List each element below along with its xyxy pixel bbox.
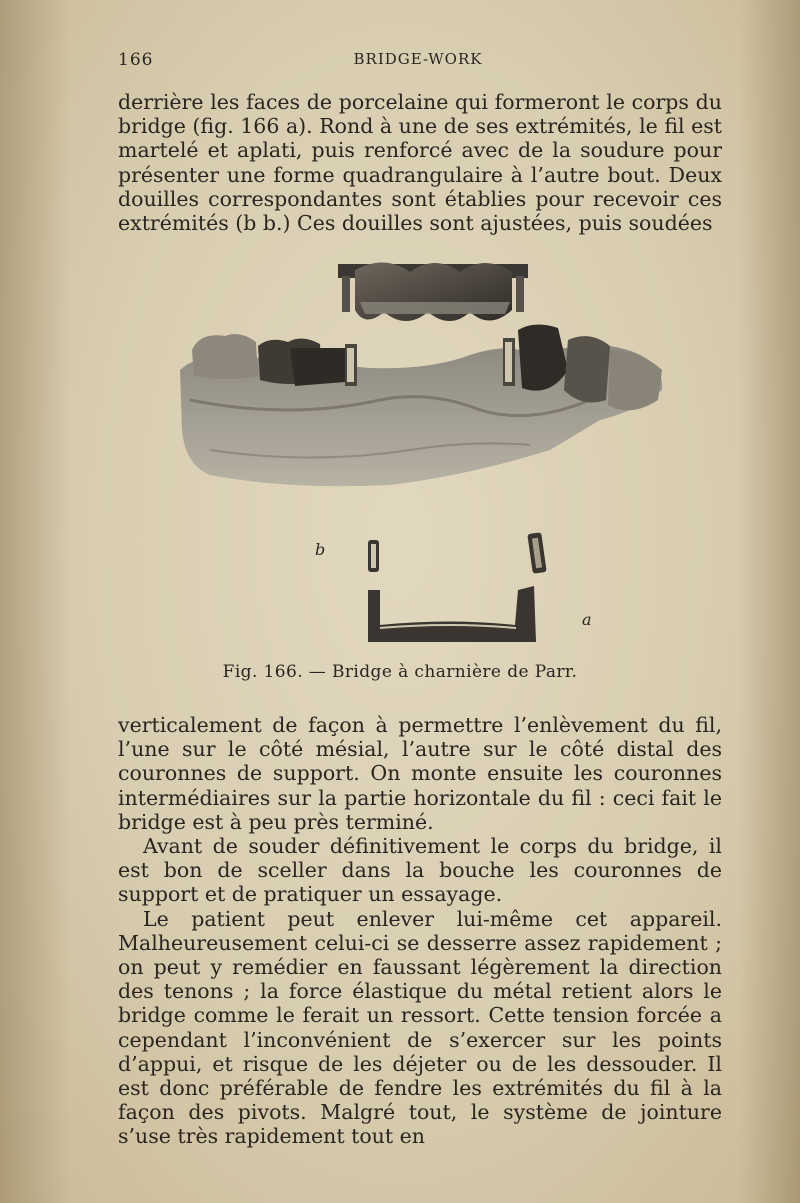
figure-label-b: b [315, 540, 326, 559]
figure-label-a: a [582, 610, 592, 629]
jaw-model [180, 324, 662, 486]
text-block-bottom [118, 713, 722, 1149]
page-number: 166 [118, 50, 154, 70]
page-shadow-right [740, 0, 800, 1203]
paragraph: verticalement de façon à permettre l’enlèvement du fil, l’une sur le côté mésial, l’autre sur le côté distal des couronnes de support. On monte ensuite les couronnes intermédiaires sur la partie horizontale du fil : ceci fait le bridge est à peu près terminé. [118, 713, 722, 834]
figure-caption: Fig. 166. — Bridge à charnière de Parr. [222, 662, 578, 682]
page-shadow-left [0, 0, 70, 1203]
wire-parts [368, 532, 547, 642]
paragraph: Avant de souder définitivement le corps du bridge, il est bon de sceller dans la bouche les couronnes de support et de pratiquer un essayage. [118, 834, 722, 907]
dental-bridge-illustration [170, 250, 680, 650]
text-block-top [118, 90, 722, 235]
bridge-body [338, 262, 528, 321]
paragraph: Le patient peut enlever lui-même cet appareil. Malheureusement celui-ci se desserre assez rapidement ; on peut y remédier en faussant légèrement la direction des tenons ; la force élastique du métal retient alors le bridge comme le ferait un ressort. Cette tension forcée a cependant l’inconvénient de s’exercer sur les points d’appui, et risque de les déjeter ou de les dessouder. Il est donc préférable de fendre les extrémités du fil à la façon des pivots. Malgré tout, le système de jointure s’use très rapidement tout en [118, 906, 722, 1149]
figure-166 [170, 250, 680, 650]
page-header [118, 50, 718, 74]
running-title: BRIDGE-WORK [353, 50, 483, 68]
paragraph: derrière les faces de porcelaine qui formeront le corps du bridge (fig. 166 a). Rond à une de ses extrémités, le fil est martelé et aplati, puis renforcé avec de la soudure pour présenter une forme quadrangulaire à l’autre bout. Deux douilles correspondantes sont établies pour recevoir ces extrémités (b b.) Ces douilles sont ajustées, puis soudées [118, 90, 722, 236]
